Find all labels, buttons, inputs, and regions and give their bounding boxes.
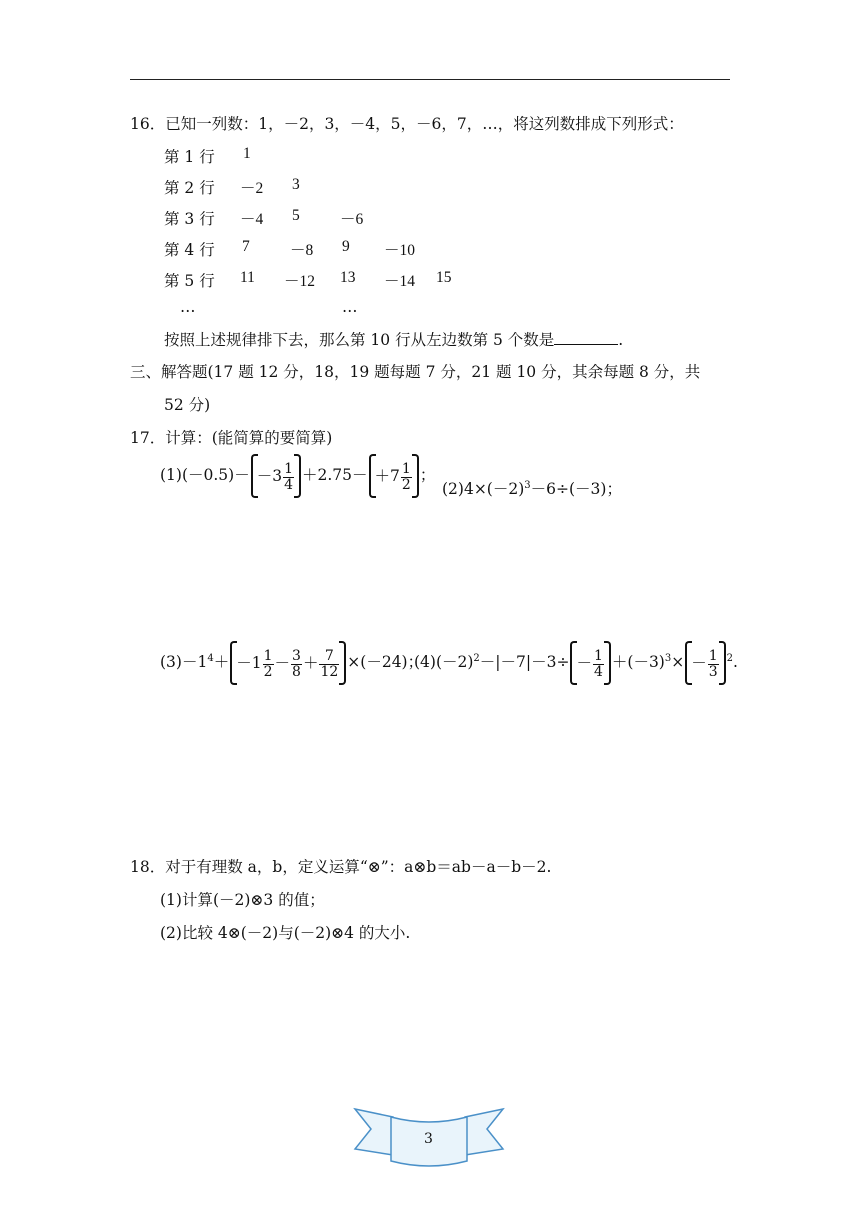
q18-sub2: (2)比较 4⊗(－2)与(－2)⊗4 的大小.	[160, 924, 411, 942]
answer-blank[interactable]	[554, 330, 618, 345]
fraction: $\frac{7}{12}$	[320, 647, 339, 680]
row-value: 15	[436, 269, 452, 286]
row-value: －8	[290, 242, 314, 259]
row-value: 7	[242, 238, 250, 255]
q16-prompt-text: 按照上述规律排下去，那么第 10 行从左边数第 5 个数是	[164, 331, 555, 349]
exponent: 2	[473, 653, 480, 664]
exponent: 3	[524, 479, 531, 491]
row-value: －12	[284, 273, 316, 290]
row-label: 第 4 行	[164, 241, 215, 259]
bracket	[570, 645, 610, 681]
row-value: －6	[340, 211, 364, 228]
exponent: 4	[207, 653, 214, 664]
page-number: 3	[424, 1131, 433, 1147]
row-value: 11	[240, 269, 255, 286]
ellipsis: …	[342, 298, 358, 316]
bracket	[230, 645, 346, 681]
q17-part4	[414, 643, 738, 681]
q17-part2	[442, 477, 622, 499]
row-label: 第 3 行	[164, 210, 215, 228]
header-rule	[130, 79, 730, 80]
q17-part1	[160, 458, 435, 494]
q18-stem: 18．对于有理数 a，b，定义运算“⊗”：a⊗b＝ab－a－b－2.	[130, 858, 552, 876]
exponent: 3	[664, 653, 672, 664]
fraction: $\frac{1}{4}$	[284, 460, 293, 493]
expr-text: －	[274, 654, 291, 673]
section-heading-cont: 52 分)	[164, 396, 211, 414]
exponent: 2	[726, 653, 734, 664]
q16-stem: 16．已知一列数：1，－2，3，－4，5，－6，7，…，将这列数排成下列形式：	[130, 115, 684, 133]
expr-text: ＋	[302, 654, 319, 673]
row-value: －2	[240, 180, 264, 197]
bracket	[251, 458, 301, 494]
row-label: 第 1 行	[164, 148, 215, 166]
q16-prompt-end: .	[618, 331, 624, 349]
expr-text: (1)(－0.5)－	[160, 466, 250, 485]
bracket	[369, 458, 419, 494]
fraction: $\frac{1}{3}$	[708, 647, 718, 680]
q18-sub1: (1)计算(－2)⊗3 的值；	[160, 891, 325, 909]
row-value: 9	[342, 238, 350, 255]
ellipsis: …	[180, 298, 196, 316]
expr-text: ×(－24)；	[347, 653, 424, 672]
fraction: $\frac{1}{4}$	[593, 647, 603, 680]
expr-text: ＋2.75－	[302, 466, 368, 485]
fraction: $\frac{3}{8}$	[292, 647, 301, 680]
expr-text: (3)－1	[160, 653, 208, 672]
bracket	[685, 645, 725, 681]
expr-text: ＋	[213, 653, 230, 672]
expr-text: .	[733, 653, 738, 672]
row-value: 5	[292, 207, 300, 224]
expr-text: (2)4×(－2)	[442, 480, 525, 498]
row-value: －4	[240, 211, 264, 228]
expr-text: －6÷(－3)；	[530, 480, 622, 498]
section-heading: 三、解答题(17 题 12 分，18，19 题每题 7 分，21 题 10 分，其余每题 8 分，共	[130, 363, 701, 381]
expr-text: －	[691, 654, 707, 673]
expr-text: －3	[256, 467, 283, 485]
fraction: $\frac{1}{2}$	[401, 460, 411, 493]
row-value: 1	[243, 145, 251, 162]
expr-text: －|－7|－3÷	[479, 653, 570, 672]
expr-text: －1	[236, 654, 262, 673]
row-label: 第 5 行	[164, 272, 215, 290]
row-label: 第 2 行	[164, 179, 215, 197]
row-value: 13	[340, 269, 356, 286]
q16-prompt	[164, 328, 623, 350]
q17-stem: 17．计算：(能简算的要简算)	[130, 429, 333, 447]
expr-text: ＋(－3)	[611, 653, 665, 672]
row-value: －10	[384, 242, 416, 259]
expr-text: ×	[671, 653, 685, 672]
expr-text: －	[576, 654, 592, 673]
row-value: －14	[384, 273, 416, 290]
q17-part3	[160, 643, 423, 681]
row-value: 3	[292, 176, 300, 193]
fraction: $\frac{1}{2}$	[263, 647, 273, 680]
expr-text: (4)(－2)	[414, 653, 474, 672]
expr-text: ；	[419, 466, 436, 485]
expr-text: ＋7	[374, 467, 400, 485]
